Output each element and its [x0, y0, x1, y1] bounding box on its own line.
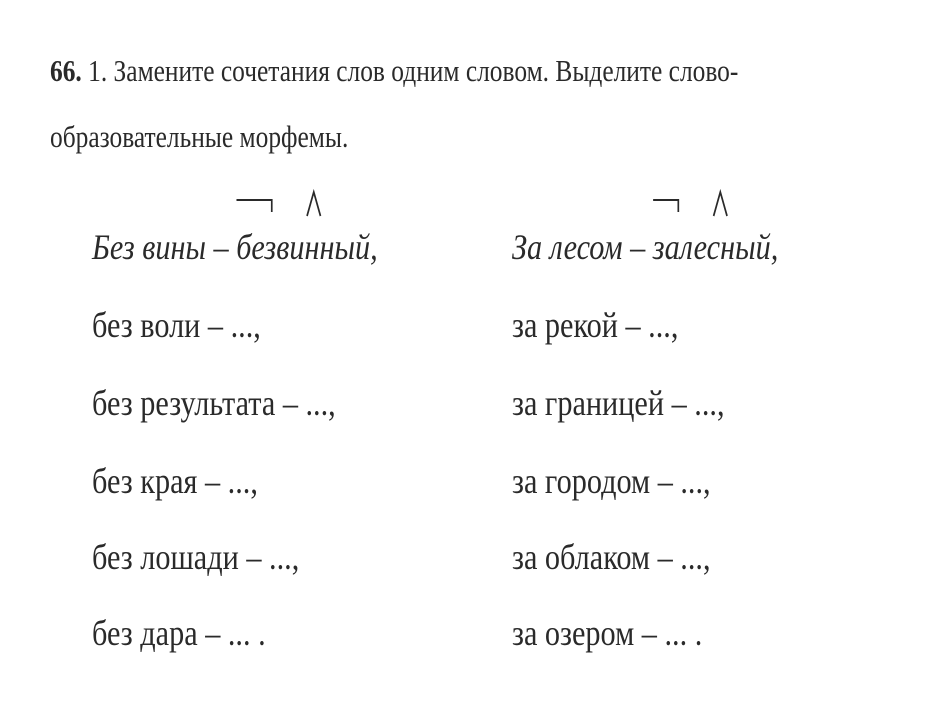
- list-item: без результата – ...,: [92, 383, 336, 423]
- left-example-phrase: Без вины: [92, 227, 206, 267]
- right-example-phrase: За лесом: [512, 227, 623, 267]
- left-example-root: вин: [276, 227, 320, 267]
- prefix-mark: [236, 200, 271, 212]
- exercise-instruction: [50, 38, 903, 170]
- right-example-ending: ый: [735, 227, 771, 267]
- left-example-prefix: без: [236, 227, 277, 267]
- right-example-tail: ,: [770, 227, 779, 267]
- suffix-mark: [713, 192, 726, 216]
- list-item: за облаком – ...,: [512, 537, 711, 577]
- suffix-mark: [307, 192, 320, 216]
- right-example-prefix: за: [652, 227, 680, 267]
- list-item: без дара – ... .: [92, 613, 266, 653]
- right-example-word: [653, 226, 771, 268]
- instruction-text-1: Замените сочетания слов одним словом. Выделите слово-: [113, 53, 739, 88]
- list-item: за озером – ... .: [512, 613, 703, 653]
- right-example-dash: –: [622, 227, 653, 267]
- instruction-line-1: [50, 38, 903, 104]
- list-item: без края – ...,: [92, 461, 258, 501]
- list-item: за границей – ...,: [512, 383, 725, 423]
- left-example-word: [236, 226, 370, 268]
- right-example-root: лес: [679, 227, 721, 267]
- exercise-number: 66.: [50, 53, 82, 88]
- list-item: за рекой – ...,: [512, 305, 679, 345]
- list-item: за городом – ...,: [512, 461, 711, 501]
- list-item: без воли – ...,: [92, 305, 261, 345]
- task-number: 1.: [88, 53, 108, 88]
- left-example-suffix: н: [319, 227, 335, 267]
- left-example-dash: –: [205, 227, 237, 267]
- instruction-line-2: образовательные морфемы.: [50, 119, 349, 154]
- left-morpheme-marks: [236, 192, 370, 228]
- list-item: без лошади – ...,: [92, 537, 300, 577]
- right-example-suffix: н: [720, 227, 736, 267]
- left-example-ending: ый: [334, 227, 371, 267]
- prefix-mark: [653, 200, 678, 212]
- right-morpheme-marks: [653, 192, 787, 228]
- left-example-row: [92, 226, 378, 268]
- left-example-tail: ,: [370, 227, 378, 267]
- right-example-row: [512, 226, 778, 268]
